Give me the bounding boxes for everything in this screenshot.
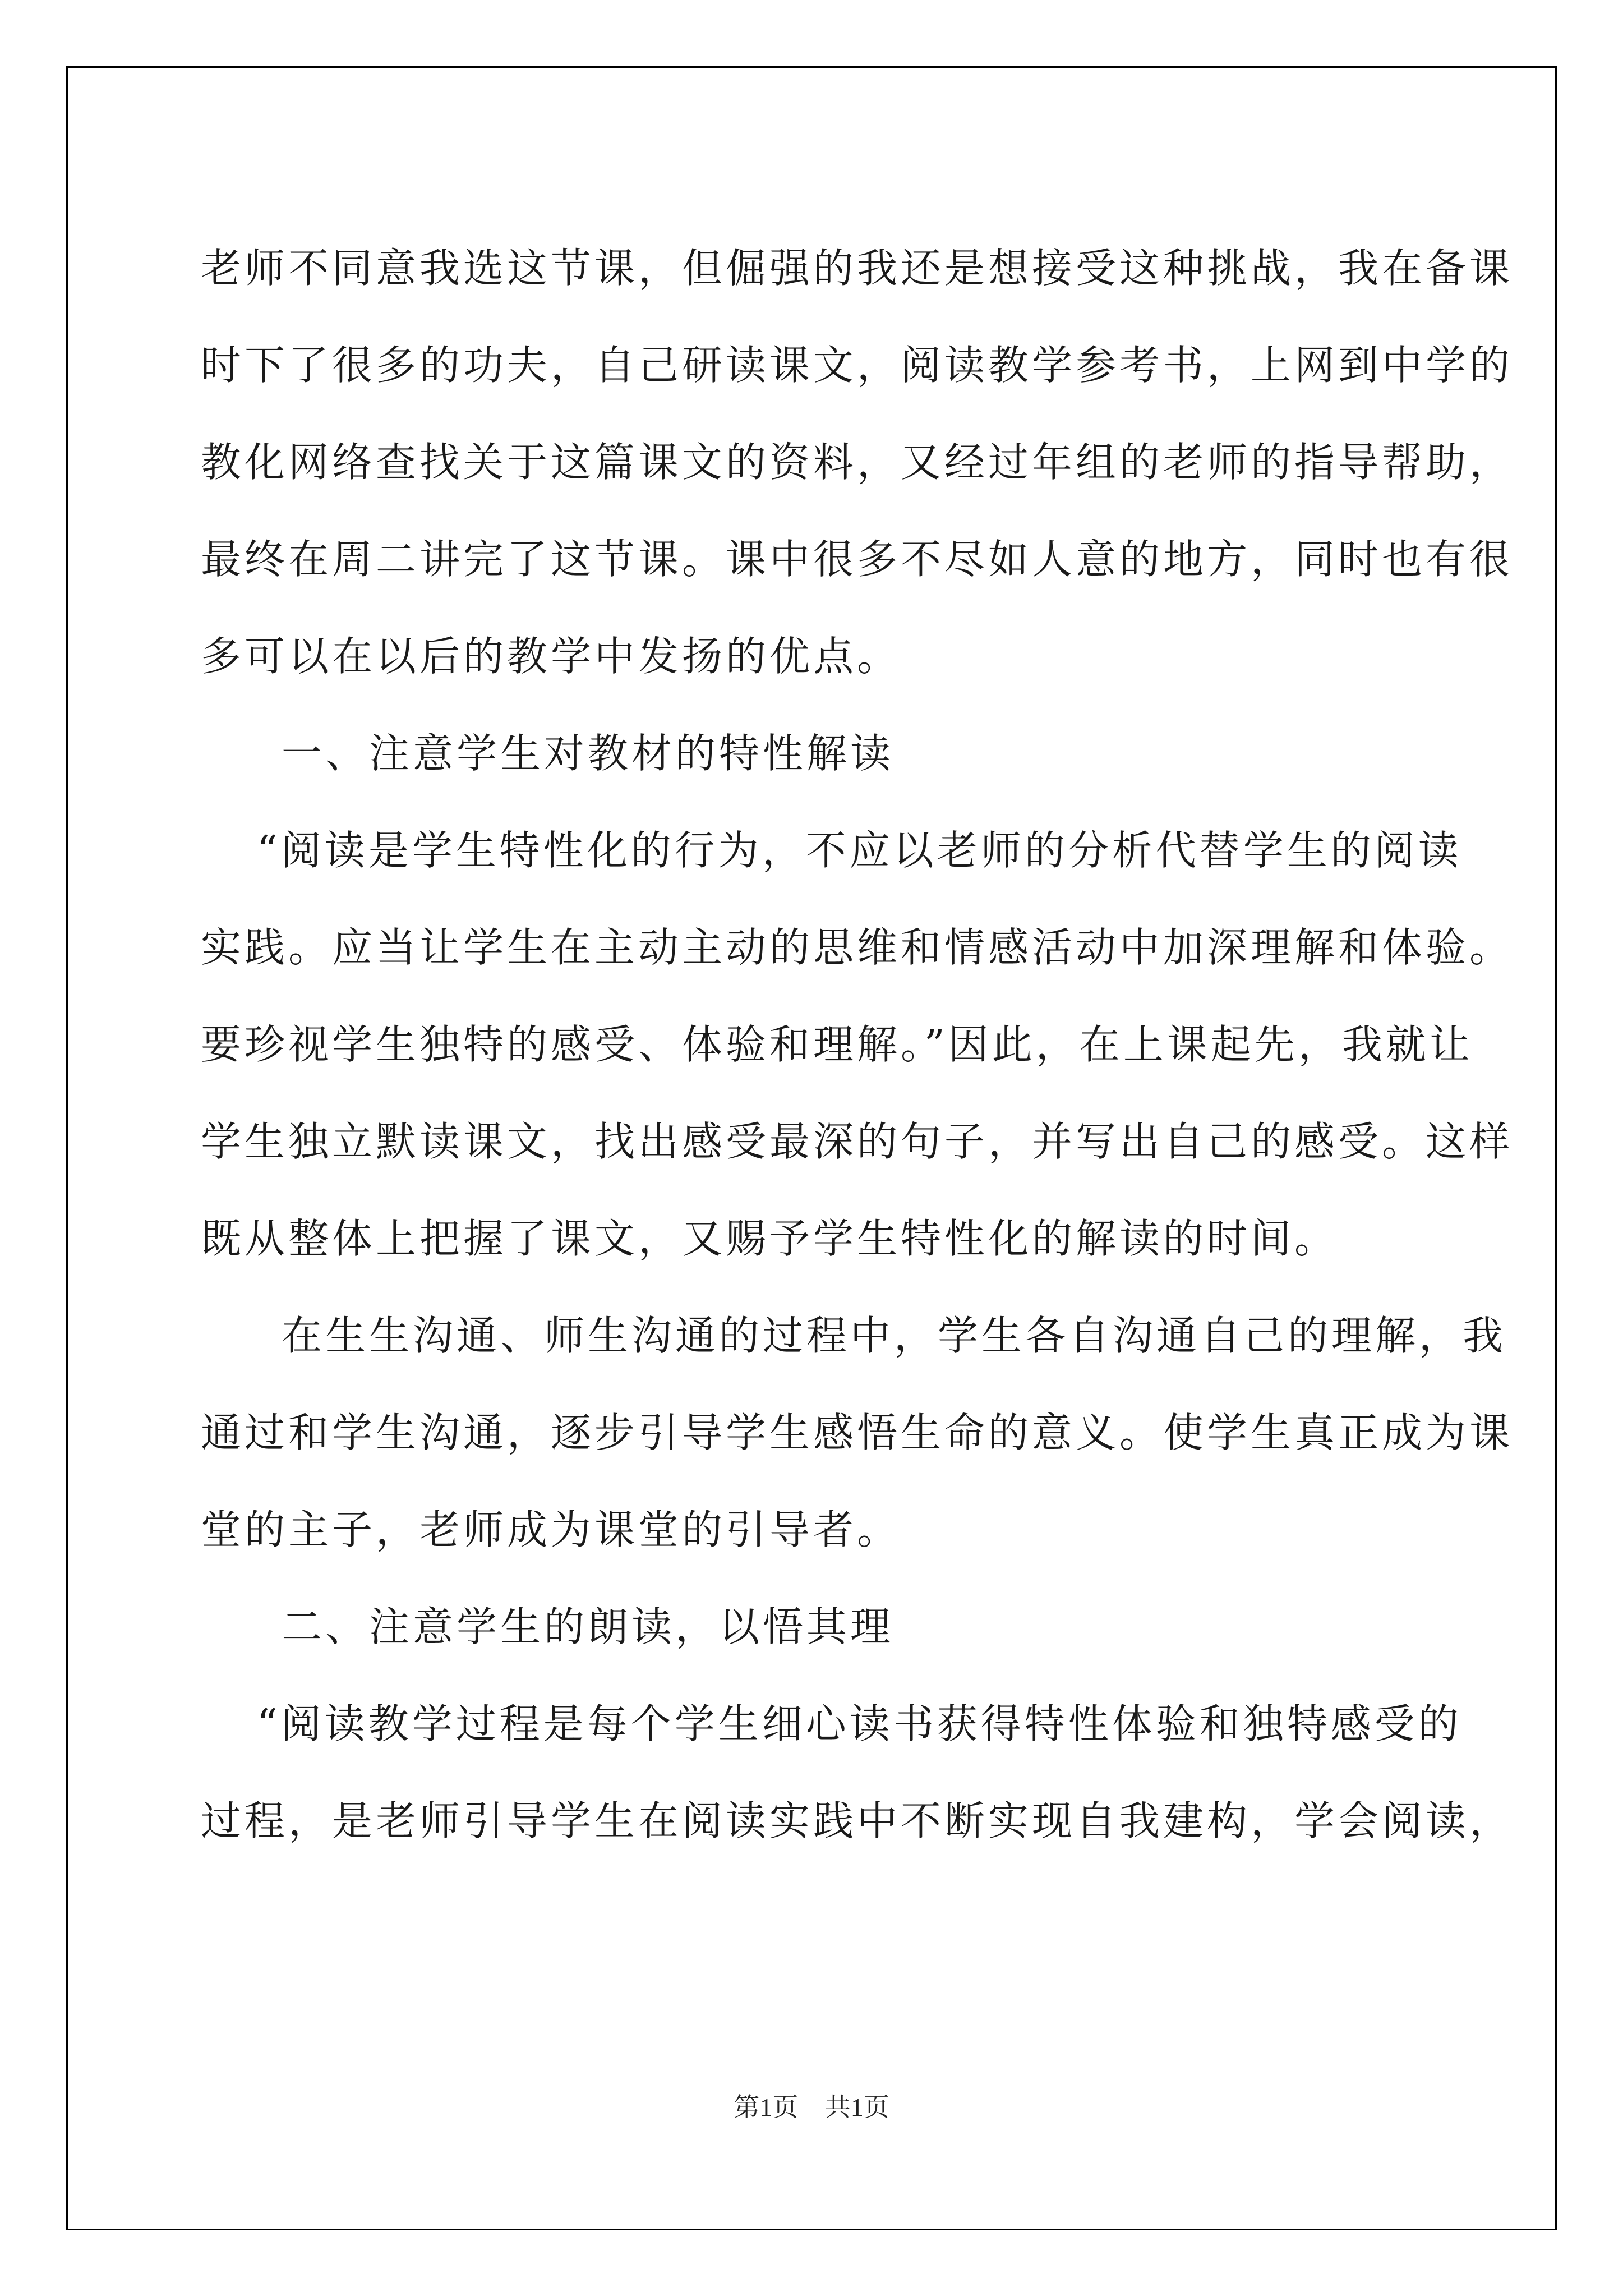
- text-line: 要珍视学生独特的感受、体验和理解。”因此，在上课起先，我就让: [201, 1021, 1473, 1068]
- text-line: 通过和学生沟通，逐步引导学生感悟生命的意义。使学生真正成为课: [201, 1409, 1514, 1456]
- text-line: 最终在周二讲完了这节课。课中很多不尽如人意的地方，同时也有很: [201, 536, 1514, 583]
- text-line: 老师不同意我选这节课，但倔强的我还是想接受这种挑战，我在备课: [201, 245, 1514, 292]
- page-footer: [0, 2087, 1623, 2124]
- text-line: 时下了很多的功夫，自己研读课文，阅读教学参考书，上网到中学的: [201, 342, 1514, 389]
- text-line: 教化网络查找关于这篇课文的资料，又经过年组的老师的指导帮助，: [201, 439, 1514, 486]
- text-line: 多可以在以后的教学中发扬的优点。: [201, 633, 901, 680]
- text-line: “阅读是学生特性化的行为，不应以老师的分析代替学生的阅读: [257, 827, 1462, 874]
- text-line: 堂的主子，老师成为课堂的引导者。: [201, 1506, 901, 1553]
- text-line: 一、注意学生对教材的特性解读: [282, 730, 895, 777]
- page-number: 第1页: [734, 2093, 799, 2122]
- text-line: 在生生沟通、师生沟通的过程中，学生各自沟通自己的理解，我: [282, 1312, 1507, 1359]
- document-body: [201, 220, 1514, 1870]
- page-total: 共1页: [824, 2093, 889, 2122]
- text-line: 二、注意学生的朗读，以悟其理: [282, 1603, 895, 1650]
- text-line: 实践。应当让学生在主动主动的思维和情感活动中加深理解和体验。: [201, 924, 1514, 971]
- text-line: 既从整体上把握了课文，又赐予学生特性化的解读的时间。: [201, 1215, 1339, 1262]
- text-line: “阅读教学过程是每个学生细心读书获得特性体验和独特感受的: [257, 1700, 1462, 1747]
- text-line: 学生独立默读课文，找出感受最深的句子，并写出自己的感受。这样: [201, 1118, 1514, 1165]
- text-line: 过程，是老师引导学生在阅读实践中不断实现自我建构，学会阅读，: [201, 1797, 1514, 1844]
